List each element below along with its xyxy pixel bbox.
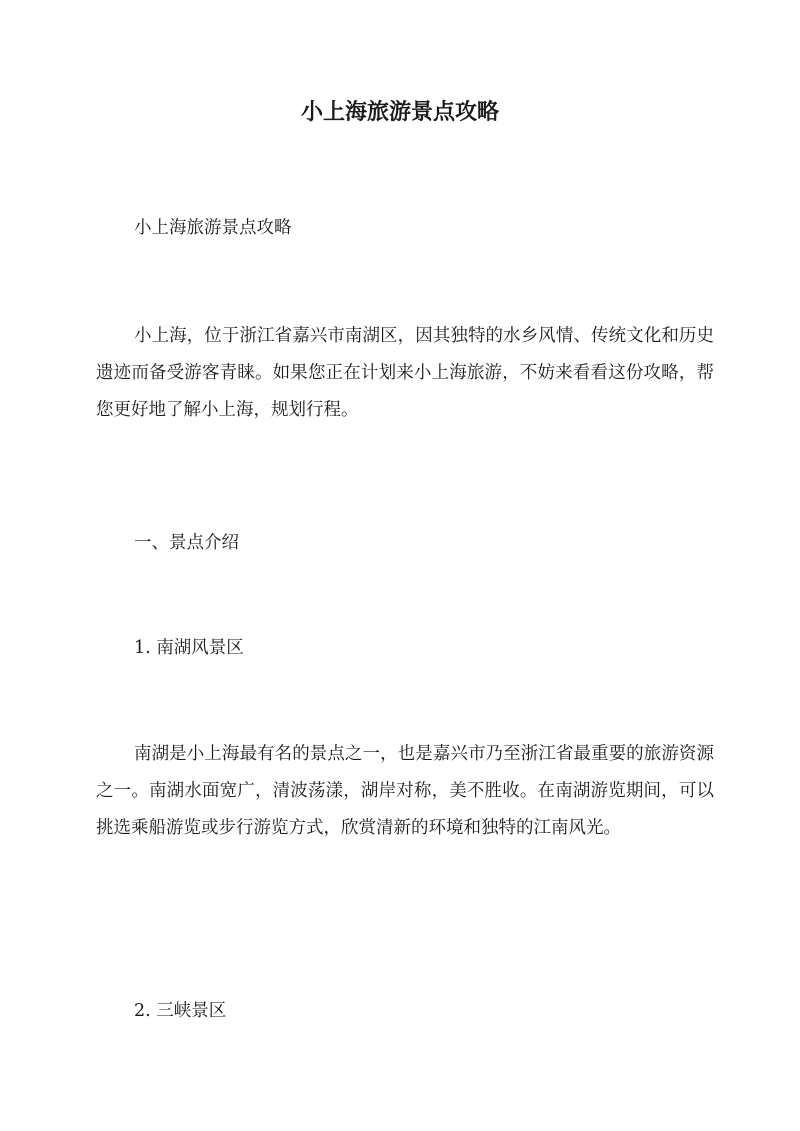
document-title: 小上海旅游景点攻略 <box>300 99 499 125</box>
intro-paragraph: 小上海，位于浙江省嘉兴市南湖区，因其独特的水乡风情、传统文化和历史遗迹而备受游客青睐。如果您正在计划来小上海旅游，不妨来看看这份攻略，帮您更好地了解小上海，规划行程。 <box>96 326 714 420</box>
subtitle-paragraph: 小上海旅游景点攻略 <box>134 218 292 238</box>
spot1-paragraph: 南湖是小上海最有名的景点之一，也是嘉兴市乃至浙江省最重要的旅游资源之一。南湖水面宽广，清波荡漾，湖岸对称，美不胜收。在南湖游览期间，可以挑选乘船游览或步行游览方式，欣赏清新的环境和独特的江南风光。 <box>96 744 714 838</box>
section-heading: 一、景点介绍 <box>134 533 239 553</box>
spot2-heading: 2. 三峡景区 <box>134 1001 227 1021</box>
spot1-heading: 1. 南湖风景区 <box>134 638 244 658</box>
